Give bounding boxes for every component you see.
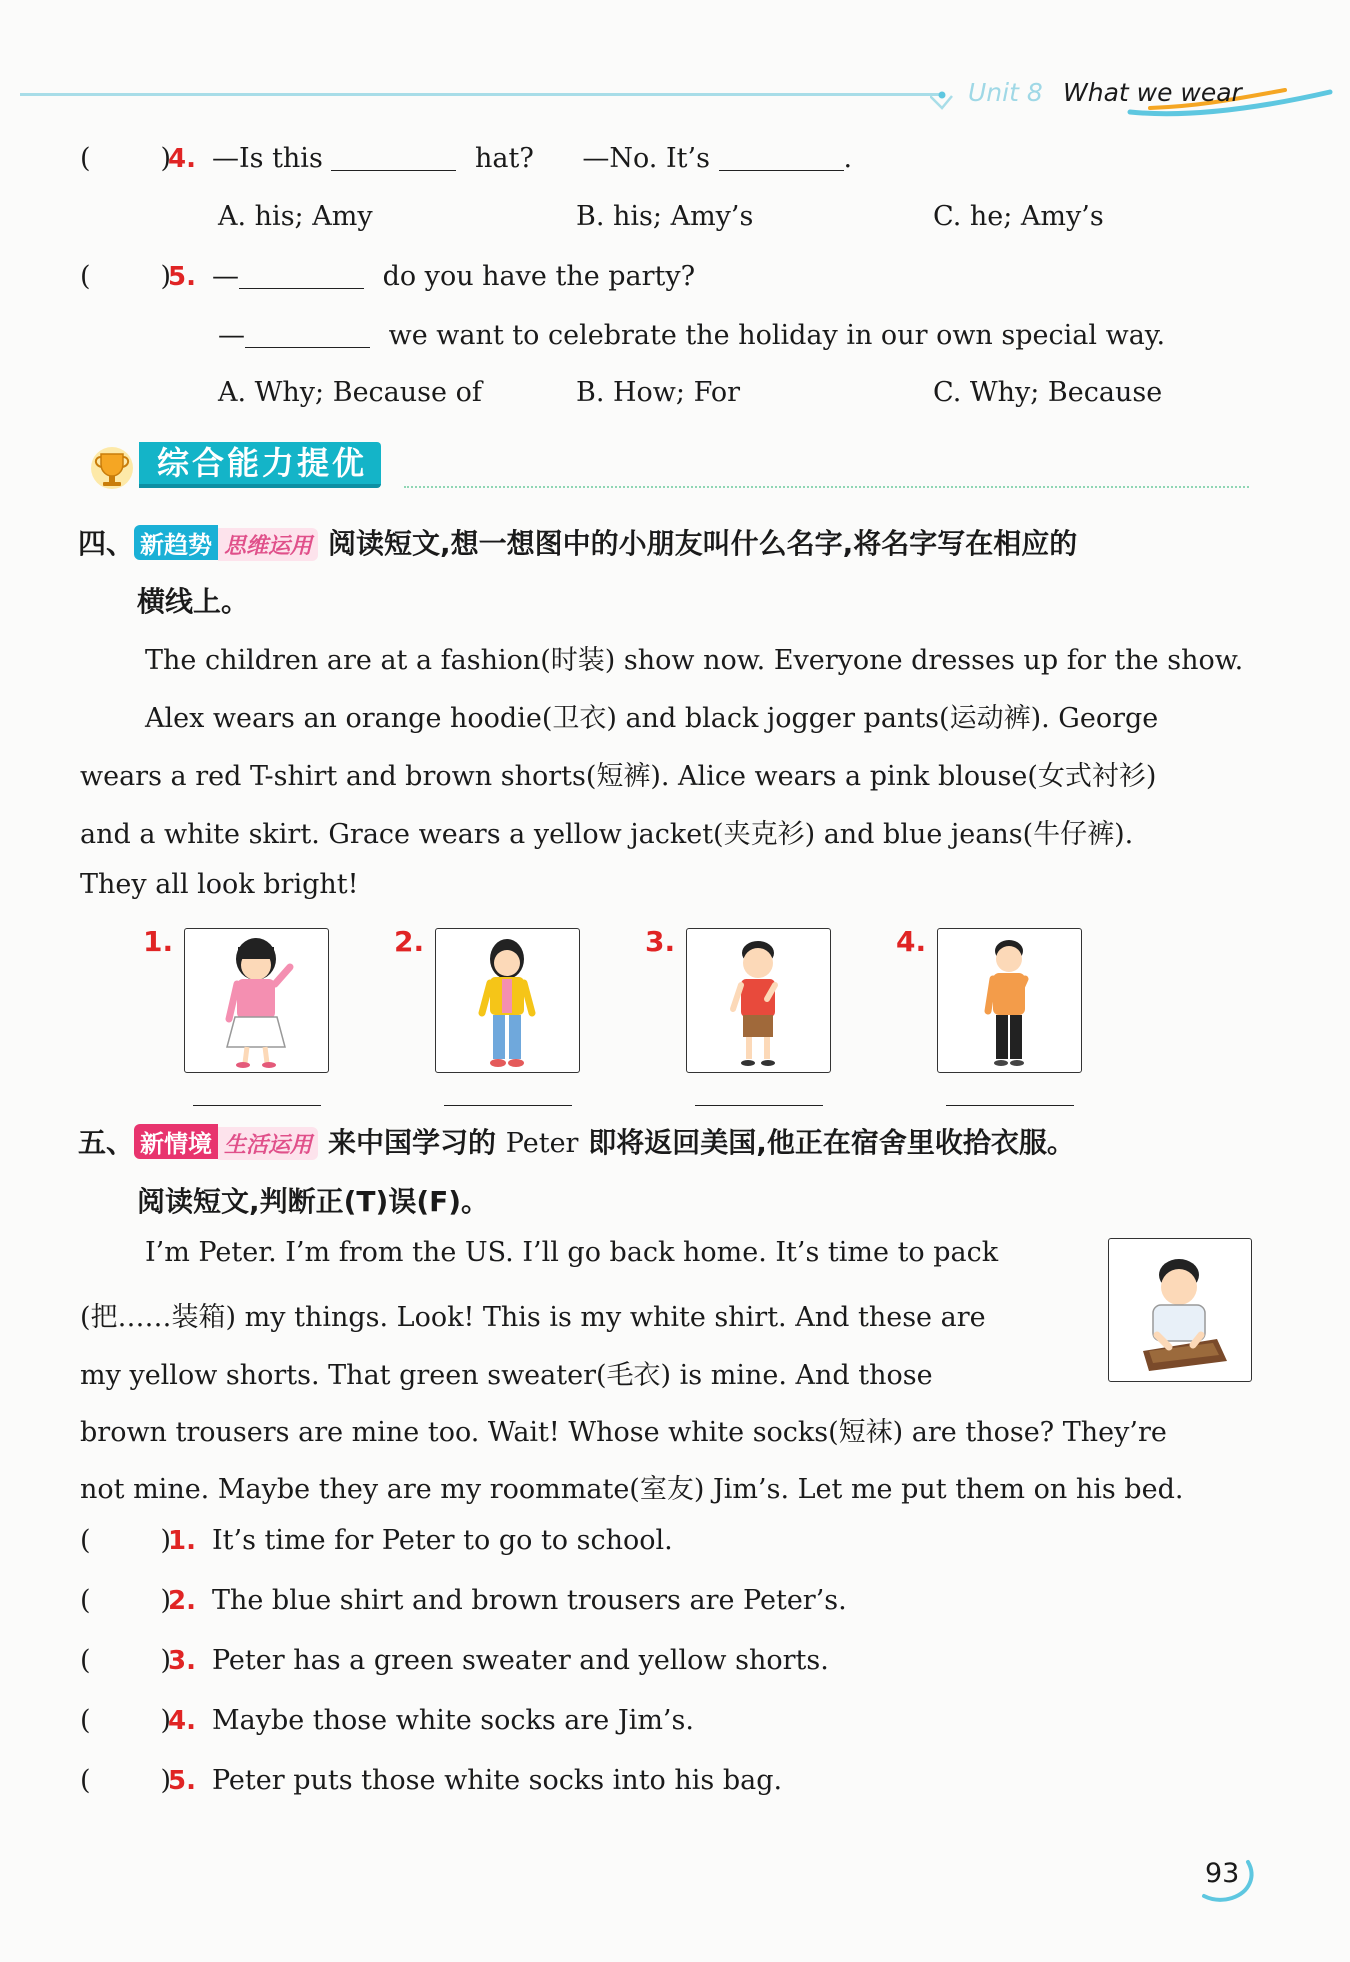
passage-line: (把……装箱) my things. Look! This is my white shirt. And these are [80, 1302, 986, 1333]
picture-number: 3. [645, 925, 676, 958]
question-number: 2. [168, 1586, 196, 1616]
section5-heading: 五、 新情境 生活运用 来中国学习的 Peter 即将返回美国,他正在宿舍里收拾衣服。 [78, 1126, 1075, 1159]
section4-heading: 四、 新趋势 思维运用 阅读短文,想一想图中的小朋友叫什么名字,将名字写在相应的 [78, 527, 1078, 560]
answer-blank[interactable] [331, 144, 456, 171]
section4-heading-line2: 横线上。 [137, 585, 250, 618]
answer-line-3[interactable] [695, 1105, 823, 1106]
answer-line-2[interactable] [444, 1105, 572, 1106]
passage-line: They all look bright! [80, 869, 359, 900]
picture-number: 4. [896, 925, 927, 958]
boy-red-tshirt-icon [687, 929, 830, 1072]
question-5-line2: — we want to celebrate the holiday in our own special way. [218, 320, 1166, 351]
question-number: 1. [168, 1526, 196, 1556]
tag-thinking: 思维运用 [218, 528, 318, 561]
girl-yellow-jacket-icon [436, 929, 579, 1072]
tag-new-trend: 新趋势 [134, 525, 218, 560]
tag-life-use: 生活运用 [218, 1127, 318, 1160]
answer-blank[interactable] [245, 321, 370, 348]
picture-number: 1. [143, 925, 174, 958]
banner-dotted-rule [404, 486, 1249, 488]
answer-blank[interactable] [719, 144, 844, 171]
question-number: 5. [168, 1766, 196, 1796]
header-unit: Unit 8 [968, 78, 1043, 107]
page-number: 93 [1205, 1858, 1240, 1889]
tf-question-1: ( )1. It’s time for Peter to go to school. [80, 1525, 673, 1556]
passage-line: my yellow shorts. That green sweater(毛衣) is mine. And those [80, 1360, 933, 1391]
picture-2-girl-yellow [435, 928, 580, 1073]
tf-question-3: ( )3. Peter has a green sweater and yellow shorts. [80, 1645, 829, 1676]
passage-line: not mine. Maybe they are my roommate(室友) Jim’s. Let me put them on his bed. [80, 1474, 1184, 1505]
picture-peter-packing [1108, 1238, 1252, 1382]
question-number: 4. [168, 144, 196, 174]
answer-line-4[interactable] [946, 1105, 1074, 1106]
passage-line: Alex wears an orange hoodie(卫衣) and black jogger pants(运动裤). George [145, 703, 1159, 734]
header-title: What we wear [1063, 78, 1242, 107]
question-5: ( )5. — do you have the party? [80, 261, 696, 292]
tf-question-2: ( )2. The blue shirt and brown trousers are Peter’s. [80, 1585, 847, 1616]
page-number-swoosh-icon [1198, 1858, 1258, 1908]
girl-pink-blouse-icon [185, 929, 328, 1072]
banner-title: 综合能力提优 [139, 442, 381, 488]
option-b: B. How; For [576, 377, 741, 408]
section5-heading-line2: 阅读短文,判断正(T)误(F)。 [137, 1185, 490, 1218]
question-number: 5. [168, 262, 196, 292]
option-b: B. his; Amy’s [576, 201, 754, 232]
tf-question-4: ( )4. Maybe those white socks are Jim’s. [80, 1705, 694, 1736]
passage-line: wears a red T-shirt and brown shorts(短裤). Alice wears a pink blouse(女式衬衫) [80, 761, 1157, 792]
passage-line: I’m Peter. I’m from the US. I’ll go back home. It’s time to pack [145, 1237, 999, 1268]
picture-3-boy-red [686, 928, 831, 1073]
answer-line-1[interactable] [193, 1105, 321, 1106]
passage-line: and a white skirt. Grace wears a yellow jacket(夹克衫) and blue jeans(牛仔裤). [80, 819, 1134, 850]
header-rule [20, 93, 940, 96]
option-a: A. Why; Because of [218, 377, 482, 408]
option-a: A. his; Amy [218, 201, 373, 232]
option-c: C. he; Amy’s [933, 201, 1104, 232]
question-number: 4. [168, 1706, 196, 1736]
question-4: ( )4. —Is this hat? —No. It’s . [80, 143, 853, 174]
trophy-icon [84, 444, 140, 490]
picture-4-boy-orange [937, 928, 1082, 1073]
tag-new-context: 新情境 [134, 1124, 218, 1159]
section-banner [84, 442, 1249, 490]
passage-line: brown trousers are mine too. Wait! Whose white socks(短袜) are those? They’re [80, 1417, 1167, 1448]
boy-orange-hoodie-icon [938, 929, 1081, 1072]
picture-1-girl-pink [184, 928, 329, 1073]
passage-line: The children are at a fashion(时装) show now. Everyone dresses up for the show. [145, 645, 1244, 676]
picture-number: 2. [394, 925, 425, 958]
boy-packing-clothes-icon [1109, 1239, 1251, 1381]
option-c: C. Why; Because [933, 377, 1163, 408]
answer-blank[interactable] [239, 262, 364, 289]
tf-question-5: ( )5. Peter puts those white socks into his bag. [80, 1765, 783, 1796]
question-number: 3. [168, 1646, 196, 1676]
